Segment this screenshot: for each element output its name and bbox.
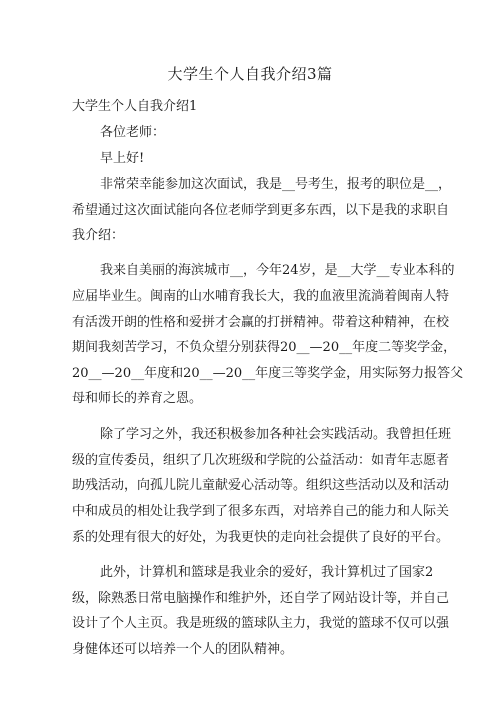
paragraph-1-line: 非常荣幸能参加这次面试，我是__号考生，报考的职位是__， [100,177,452,192]
paragraph-3-line: 中和成员的相处让我学到了很多东西，对培养自己的能力和人际关 [72,504,450,519]
paragraph-1-line: 希望通过这次面试能向各位老师学到更多东西，以下是我的求职自 [72,203,450,218]
paragraph-2-line: 期间我刻苦学习，不负众望分别获得20__—20__年度二等奖学金， [72,340,457,355]
greeting: 早上好! [100,151,145,166]
paragraph-2-line: 20__—20__年度和20__—20__年度三等奖学金，用实际努力报答父 [72,366,464,381]
paragraph-4-line: 设计了个人主页。我是班级的篮球队主力，我觉的篮球不仅可以强 [72,616,450,631]
salutation: 各位老师： [100,125,166,140]
paragraph-2-line: 应届毕业生。闽南的山水哺育我长大，我的血液里流淌着闽南人特 [72,289,450,304]
paragraph-4-line: 级，除熟悉日常电脑操作和维护外，还自学了网站设计等，并自己 [72,591,450,606]
paragraph-4-line: 身健体还可以培养一个人的团队精神。 [72,642,294,657]
paragraph-1-line: 我介绍： [72,228,125,243]
paragraph-3-line: 除了学习之外，我还积极参加各种社会实践活动。我曾担任班 [100,427,452,442]
paragraph-2-line: 母和师长的养育之恩。 [72,391,203,406]
paragraph-2-line: 我来自美丽的海滨城市__，今年24岁，是__大学__专业本科的 [100,263,455,278]
paragraph-3-line: 级的宣传委员，组织了几次班级和学院的公益活动：如青年志愿者 [72,453,450,468]
document-title: 大学生个人自我介绍3篇 [167,65,333,83]
paragraph-3-line: 助残活动，向孤儿院儿童献爱心活动等。组织这些活动以及和活动 [72,478,450,493]
paragraph-3-line: 系的处理有很大的好处，为我更快的走向社会提供了良好的平台。 [72,530,450,545]
paragraph-2-line: 有活泼开朗的性格和爱拼才会赢的打拼精神。带着这种精神，在校 [72,315,450,330]
section-subtitle: 大学生个人自我介绍1 [72,99,198,114]
paragraph-4-line: 此外，计算机和篮球是我业余的爱好，我计算机过了国家2 [100,565,434,580]
